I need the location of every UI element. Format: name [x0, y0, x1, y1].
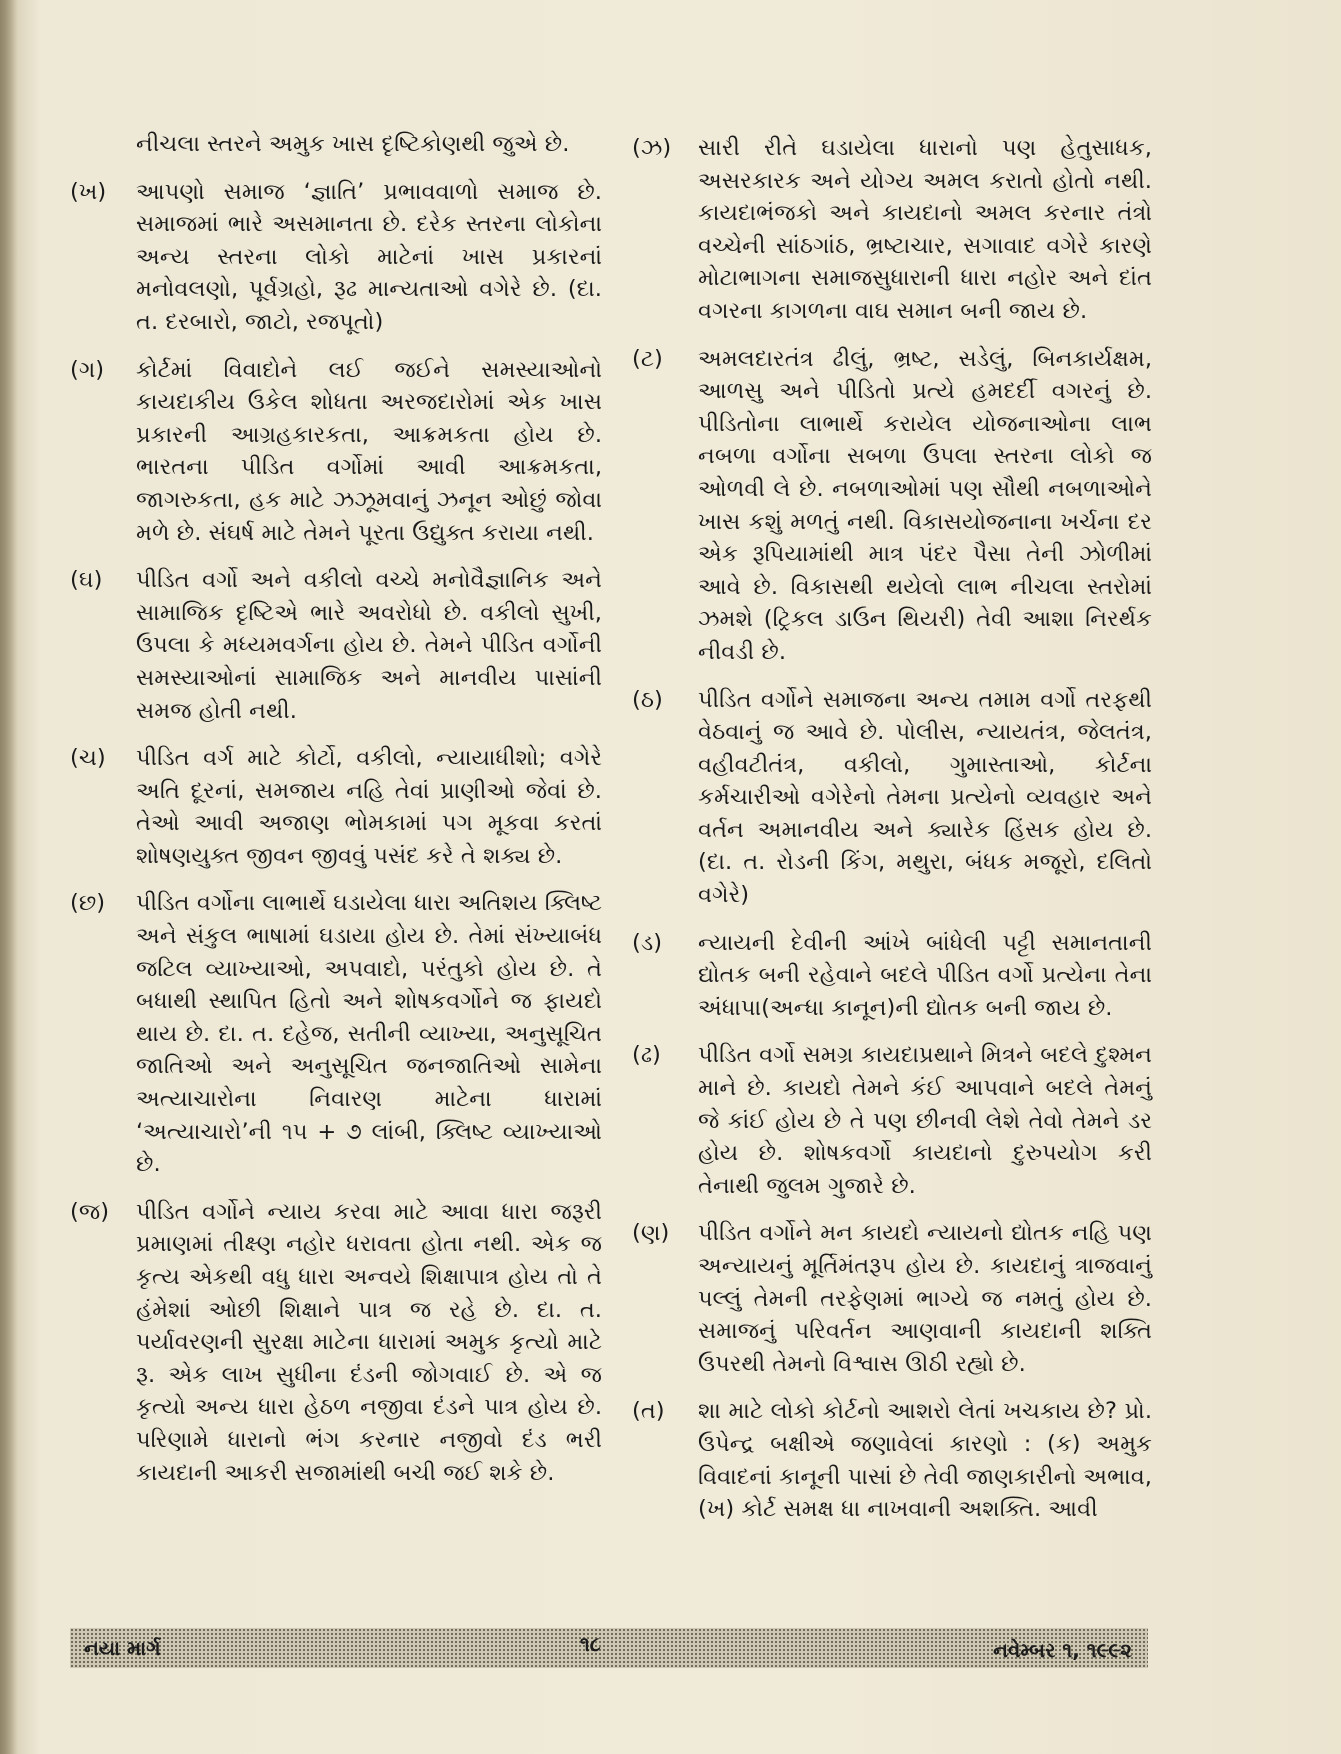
list-item: [632, 1039, 1152, 1202]
item-marker: (ખ): [70, 178, 107, 205]
item-marker: (છ): [70, 890, 106, 917]
page-footer: [70, 1628, 1148, 1668]
item-marker: (ઘ): [70, 567, 103, 594]
right-column: [632, 132, 1152, 1541]
item-text: પીડિત વર્ગ માટે કોર્ટો, વકીલો, ન્યાયાધીશો; વગેરે અતિ દૂરનાં, સમજાય નહિ તેવાં પ્રાણીઓ જેવાં છે. તેઓ આવી અજાણ ભોમકામાં પગ મૂકવા કરતાં શોષણયુક્ત જીવન જીવવું પસંદ કરે તે શક્ય છે.: [136, 745, 602, 869]
item-text: આપણો સમાજ ‘જ્ઞાતિ’ પ્રભાવવાળો સમાજ છે. સમાજમાં ભારે અસમાનતા છે. દરેક સ્તરના લોકોના અન્ય સ્તરના લોકો માટેનાં ખાસ પ્રકારનાં મનોવલણો, પૂર્વગ્રહો, રૂઢ માન્યતાઓ વગેરે છે. (દા. ત. દરબારો, જાટો, રજપૂતો): [136, 178, 602, 335]
item-marker: (ડ): [632, 929, 663, 956]
item-marker: (ચ): [70, 745, 106, 772]
list-item: [632, 1217, 1152, 1380]
item-marker: (ઝ): [632, 135, 672, 161]
item-marker: (જ): [70, 1198, 110, 1225]
item-marker: (ઢ): [632, 1042, 661, 1069]
list-item: [70, 887, 602, 1180]
item-text: કોર્ટમાં વિવાદોને લઈ જઈને સમસ્યાઓનો કાયદાકીય ઉકેલ શોધતા અરજદારોમાં એક ખાસ પ્રકારની આગ્રહકારકતા, આક્રમકતા હોય છે. ભારતના પીડિત વર્ગોમાં આવી આક્રમકતા, જાગરુકતા, હક માટે ઝઝૂમવાનું ઝનૂન ઓછું જોવા મળે છે. સંઘર્ષ માટે તેમને પૂરતા ઉદ્યુક્ત કરાયા નથી.: [136, 356, 602, 546]
continuation-paragraph: નીચલા સ્તરને અમુક ખાસ દૃષ્ટિકોણથી જુએ છે.: [136, 131, 570, 157]
list-item: [70, 742, 602, 872]
left-column: [70, 128, 602, 1504]
item-text: શા માટે લોકો કોર્ટનો આશરો લેતાં ખચકાય છે? પ્રો. ઉપેન્દ્ર બક્ષીએ જણાવેલાં કારણો : (ક) અમુક વિવાદનાં કાનૂની પાસાં છે તેવી જાણકારીનો અભાવ, (ખ) કોર્ટ સમક્ષ ધા નાખવાની અશક્તિ. આવી: [698, 1398, 1152, 1523]
item-text: પીડિત વર્ગોને મન કાયદો ન્યાયનો દ્યોતક નહિ પણ અન્યાયનું મૂર્તિમંતરૂપ હોય છે. કાયદાનું ત્રાજવાનું પલ્લું તેમની તરફેણમાં ભાગ્યે જ નમતું હોય છે. સમાજનું પરિવર્તન આણવાની કાયદાની શક્તિ ઉપરથી તેમનો વિશ્વાસ ઊઠી રહ્યો છે.: [698, 1220, 1152, 1377]
list-item: [632, 1395, 1152, 1525]
item-text: પીડિત વર્ગો અને વકીલો વચ્ચે મનોવૈજ્ઞાનિક અને સામાજિક દૃષ્ટિએ ભારે અવરોધો છે. વકીલો સુખી, ઉપલા કે મધ્યમવર્ગના હોય છે. તેમને પીડિત વર્ગોની સમસ્યાઓનાં સામાજિક અને માનવીય પાસાંની સમજ હોતી નથી.: [136, 567, 602, 724]
list-item: [632, 927, 1152, 1025]
list-item: [632, 343, 1152, 669]
item-marker: (ટ): [632, 345, 663, 372]
binding-shadow: [0, 0, 18, 1754]
list-item: [70, 176, 602, 339]
item-text: પીડિત વર્ગોને સમાજના અન્ય તમામ વર્ગો તરફથી વેઠવાનું જ આવે છે. પોલીસ, ન્યાયતંત્ર, જેલતંત્ર, વહીવટીતંત્ર, વકીલો, ગુમાસ્તાઓ, કોર્ટના કર્મચારીઓ વગેરેનો તેમના પ્રત્યેનો વ્યવહાર અને વર્તન અમાનવીય અને ક્યારેક હિંસક હોય છે. (દા. ત. રોડની કિંગ, મથુરા, બંધક મજૂરો, દલિતો વગેરે): [698, 686, 1152, 909]
issue-date: નવેમ્બર ૧, ૧૯૯૨: [993, 1638, 1132, 1662]
item-text: સારી રીતે ઘડાયેલા ધારાનો પણ હેતુસાધક, અસરકારક અને યોગ્ય અમલ કરાતો હોતો નથી. કાયદાભંજકો અને કાયદાનો અમલ કરનાર તંત્રો વચ્ચેની સાંઠગાંઠ, ભ્રષ્ટાચાર, સગાવાદ વગેરે કારણે મોટાભાગના સમાજસુધારાની ધારા નહોર અને દાંત વગરના કાગળના વાઘ સમાન બની જાય છે.: [698, 135, 1152, 324]
item-marker: (ઠ): [632, 686, 663, 713]
item-text: અમલદારતંત્ર ઢીલું, ભ્રષ્ટ, સડેલું, બિનકાર્યક્ષમ, આળસુ અને પીડિતો પ્રત્યે હમદર્દી વગરનું છે. પીડિતોના લાભાર્થે કરાયેલ યોજનાઓના લાભ નબળા વર્ગોના સબળા ઉપલા સ્તરના લોકો જ ઓળવી લે છે. નબળાઓમાં પણ સૌથી નબળાઓને ખાસ કશું મળતું નથી. વિકાસયોજનાના ખર્ચના દર એક રૂપિયામાંથી માત્ર પંદર પૈસા તેની ઝોળીમાં આવે છે. વિકાસથી થયેલો લાભ નીચલા સ્તરોમાં ઝમશે (ટ્રિકલ ડાઉન થિયરી) તેવી આશા નિરર્થક નીવડી છે.: [698, 345, 1152, 665]
page-number: ૧૮: [580, 1632, 601, 1656]
magazine-name: નયા માર્ગ: [84, 1636, 161, 1660]
list-item: [632, 132, 1152, 328]
item-text: પીડિત વર્ગોને ન્યાય કરવા માટે આવા ધારા જરૂરી પ્રમાણમાં તીક્ષ્ણ નહોર ધરાવતા હોતા નથી. એક જ કૃત્ય એકથી વધુ ધારા અન્વયે શિક્ષાપાત્ર હોય તો તે હંમેશાં ઓછી શિક્ષાને પાત્ર જ રહે છે. દા. ત. પર્યાવરણની સુરક્ષા માટેના ધારામાં અમુક કૃત્યો માટે રૂ. એક લાખ સુધીના દંડની જોગવાઈ છે. એ જ કૃત્યો અન્ય ધારા હેઠળ નજીવા દંડને પાત્ર હોય છે. પરિણામે ધારાનો ભંગ કરનાર નજીવો દંડ ભરી કાયદાની આકરી સજામાંથી બચી જઈ શકે છે.: [136, 1198, 602, 1486]
item-text: પીડિત વર્ગોના લાભાર્થે ઘડાયેલા ધારા અતિશય ક્લિષ્ટ અને સંકુલ ભાષામાં ઘડાયા હોય છે. તેમાં સંખ્યાબંધ જટિલ વ્યાખ્યાઓ, અપવાદો, પરંતુકો હોય છે. તે બધાથી સ્થાપિત હિતો અને શોષકવર્ગોને જ ફાયદો થાય છે. દા. ત. દહેજ, સતીની વ્યાખ્યા, અનુસૂચિત જાતિઓ અને અનુસૂચિત જનજાતિઓ સામેના અત્યાચારોના નિવારણ માટેના ધારામાં ‘અત્યાચારો’ની ૧૫ + ૭ લાંબી, ક્લિષ્ટ વ્યાખ્યાઓ છે.: [136, 890, 602, 1178]
item-marker: (ણ): [632, 1220, 670, 1247]
list-item: [632, 684, 1152, 912]
item-text: ન્યાયની દેવીની આંખે બાંધેલી પટ્ટી સમાનતાની દ્યોતક બની રહેવાને બદલે પીડિત વર્ગો પ્રત્યેના તેના અંધાપા(અન્ધા કાનૂન)ની દ્યોતક બની જાય છે.: [698, 929, 1152, 1021]
item-text: પીડિત વર્ગો સમગ્ર કાયદાપ્રથાને મિત્રને બદલે દુશ્મન માને છે. કાયદો તેમને કંઈ આપવાને બદલે તેમનું જે કાંઈ હોય છે તે પણ છીનવી લેશે તેવો તેમને ડર હોય છે. શોષકવર્ગો કાયદાનો દુરુપયોગ કરી તેનાથી જુલમ ગુજારે છે.: [698, 1042, 1152, 1199]
item-marker: (ગ): [70, 356, 105, 383]
list-item: [70, 1196, 602, 1489]
item-marker: (ત): [632, 1398, 665, 1425]
list-item: [70, 354, 602, 550]
list-item: [70, 564, 602, 727]
